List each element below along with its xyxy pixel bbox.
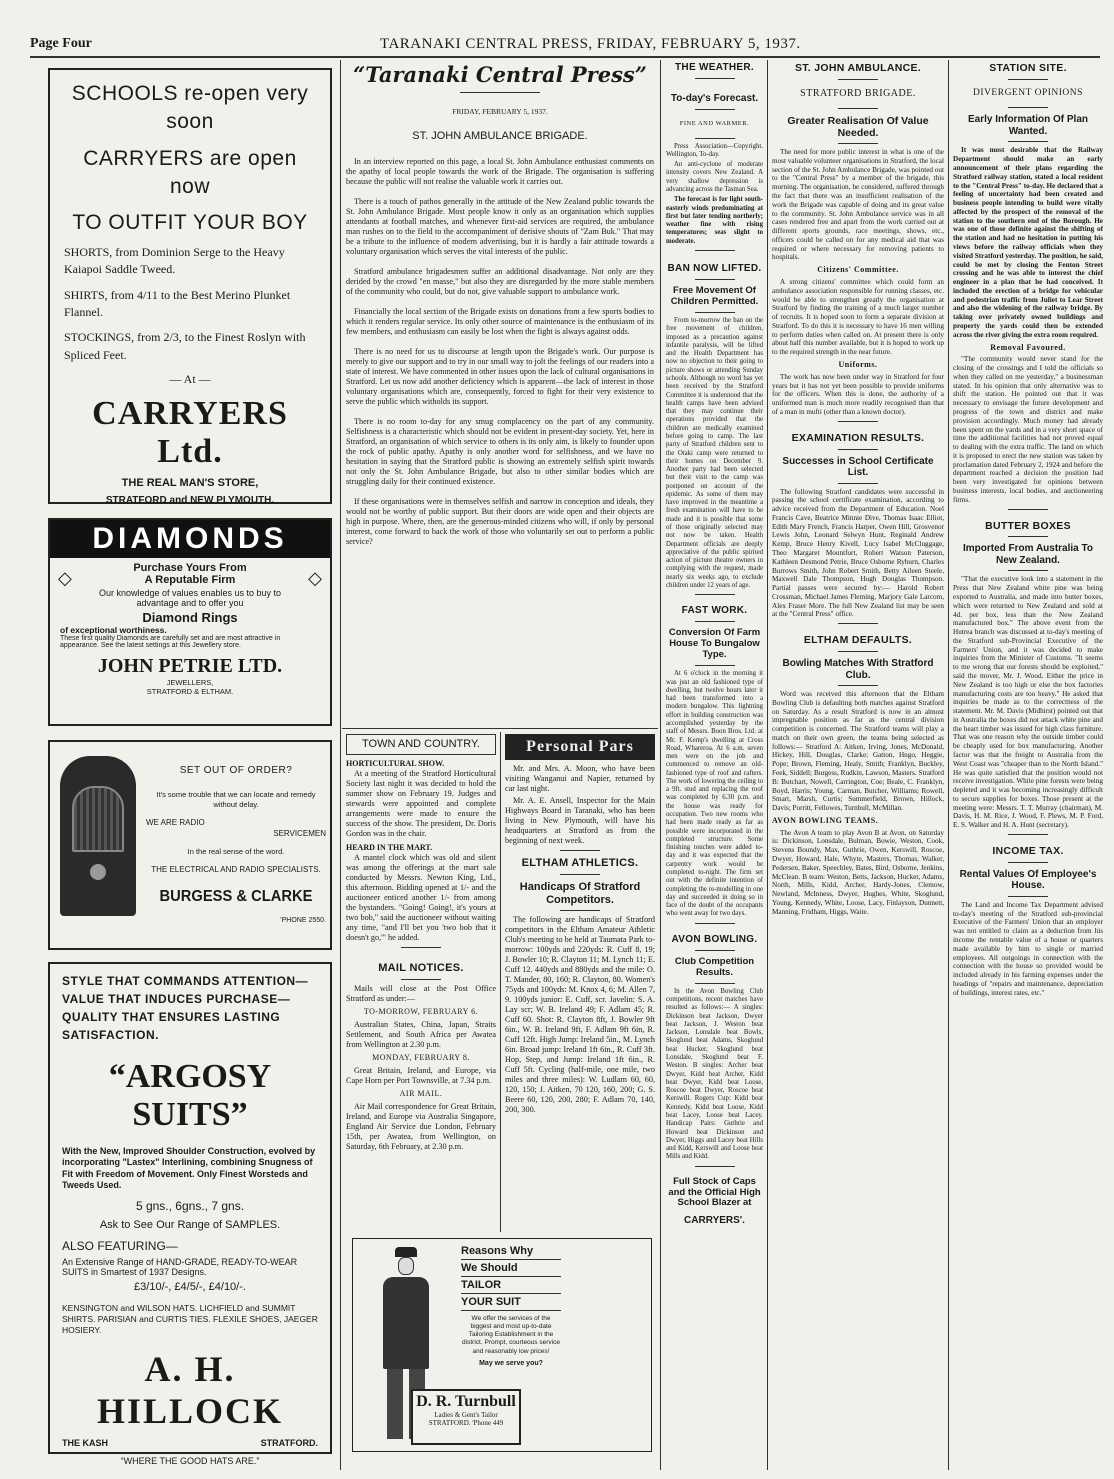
divider [838,685,878,686]
turnbull-firm: D. R. Turnbull [416,1393,516,1410]
carryers-small-firm: CARRYERS'. [684,1215,745,1227]
hillock-town: STRATFORD. [260,1438,318,1449]
hillock-slogan: “WHERE THE GOOD HATS ARE.” [120,1456,260,1467]
editorial-paragraph: Financially the local section of the Brigade exists on donations from a few sports bodies to which it renders regular service. Its only other source of maintenance is the enthusiasm of its few members, and enthusiasm can easily be lost when the fight is always against odds. [346,307,654,337]
radio-ad-phone: 'PHONE 2550. [280,916,326,924]
ad-towns: STRATFORD and NEW PLYMOUTH. [105,495,275,507]
diamonds-firm-sub1: JEWELLERS, [166,678,214,687]
turnbull-address [413,1419,519,1427]
hillock-firm: A. H. HILLOCK [96,1349,284,1432]
diamonds-sub2: A Reputable Firm [144,574,236,586]
argosy-samples: Ask to See Our Range of SAMPLES. [99,1219,281,1231]
st-john-subhead2: Citizens' Committee. [817,265,899,275]
burgess-clarke-advertisement [48,740,332,950]
personal-paragraph: Mr. and Mrs. A. Moon, who have been visiting Wanganui and Napier, returned by car last night. [505,763,655,793]
divider [695,594,735,595]
divider [838,79,878,80]
butter-subhead: Imported From Australia To New Zealand. [962,543,1093,566]
weather-paragraph: An anti-cyclone of moderate intensity covers New Zealand. A very shallow depression is advancing across the Tasman Sea. [666,161,763,194]
ad-item-list [64,244,316,364]
mail-paragraph: Australian States, China, Japan, Straits Settlement, and South Africa per Awatea from Wellington at 2.30 p.m. [346,1020,496,1050]
turnbull-nameplate [411,1389,521,1445]
editorial-heading: ST. JOHN AMBULANCE BRIGADE. [412,129,588,142]
avon-teams-body: The Avon A team to play Avon B at Avon, on Saturday is: Dickinson, Lonsdale, Bulman, Bowie, Weston, Cook, Stevens Boundy, Max, Guthrie, Owen, Kerswill, Roscoe, Dwyer, Howard, Hale, Whyte, Masters, Thomas, Walker, Pedersen, Baker, Speechley, Bates, Bird, Osborne, Jenkins, McClean. B team: Weston, Betts, Jackson, Hucker, Adams, North, Mills, Kidd, Archer, Hardy-Jones, Clemow, Newland, McInness, Dwyer, Hughes, White, Skoglund, Young, Kennedy, White, Loose, Lacy, Finlayson, Dunnett, Manning, Fridham, Higgs, Waite. [772,828,944,916]
turnbull-advertisement [352,1238,652,1452]
diamonds-worthiness: of exceptional worthiness. [60,625,167,635]
weather-paragraph: The forecast is for light south-easterly winds predominating at first but later tending northerly; weather fine with rising temperatures; seas slight to moderate. [666,196,763,245]
st-john-subcaps: STRATFORD BRIGADE. [800,87,916,99]
personal-paragraph: Mr. A. E. Ansell, Inspector for the Main Highways Board in Taranaki, who has been living in New Plymouth, will have his headquarters at Stratford as from the beginning of next week. [505,795,655,845]
argosy-also-prices: £3/10/-, £4/5/-, £4/10/-. [134,1281,246,1293]
ad-schools-line: SCHOOLS re-open very soon [71,82,309,134]
exam-body: The following Stratford candidates were successful in passing the school certificate examination, according to advice received from the Department of Education. Noel Francis Cave, Beatrice Minnie Dive, Thomas Isaac Elliot, Edith Mary French, Francis Harper, Owen Hill, Grosvenor Lewis John, Leonard Selwyn Hunt, Reginald Andrew Kemp, Bruce Henry Kivell, Lucy Isabel McCluggage, Theo Margaret Mountfort, Robert Watson Paterson, Kathleen Desmond Petrie, Bruce Osborne Ryburn, Charles Burrows Smith, John Robert Smith, Betty Aileen Steele, Maxwell Dale Thompson, Hugh Douglas Thompson. Partial passes were secured by:— Harold Robert Crossman, Michael James Fleming, Marjory Gale Larcom, Alex Fraser More. The full New Zealand list may be seen at the "Central Press" office. [772,487,944,619]
divider [695,950,735,951]
divider [1008,862,1048,863]
column-rule [340,60,341,1470]
station-subcaps: DIVERGENT OPINIONS [973,87,1083,98]
income-tax-subhead: Rental Values Of Employee's House. [959,868,1097,892]
ban-body: From to-morrow the ban on the free movement of children, imposed as a precaution against infantile paralysis, will be lifted and the Health Department has now no objection to their going to picture shows or attending Sunday schools. Although no word has yet been received by the Stratford Committee it is understood that the health camps have been advised that they may continue their operations provided that the children are medically examined before going to camp. The last party of Stratford children sent to the Otaki camp were returned to their homes on December 9. Another party had been selected but their visit to the camp was postponed on account of the epidemic. As some of them may have improved in the meantime a fresh examination will have to be made and it is possible that some of those originally selected may not now be taken. Health Department officials are deeply appreciative of the public spirited action of picture theatre owners in complying with the request, made nearly six weeks ago, to exclude children under 12 years of age. [666,317,763,590]
editorial-paragraph: Stratford ambulance brigadesmen suffer an additional disadvantage. Not only are they derided by the crowd "en masse," but also they are disregarded by the more stable members of the community who could, but do not, give valuable support to ambulance work. [346,267,654,297]
income-tax-body: The Land and Income Tax Department advised to-day's meeting of the Stratford sub-provincial Executive of the Farmers' Union that an employer was not entitled to claim as a deduction from his income the rentable value of a house or quarters made available by him to single or married employees. All outgoings in connection with the connection with the house so provided would be included already in his farming expenses under the headings of "repairs and maintenance, depreciation of buildings, interest rates, etc." [953,900,1103,997]
masthead-rule [30,56,1100,58]
carryers-small-text: Full Stock of Caps and the Official High School Blazer at [668,1175,761,1209]
news-column-4 [772,62,944,1462]
divider [695,665,735,666]
diamonds-banner: DIAMONDS [50,520,330,558]
radio-ad-body: It's some trouble that we can locate and remedy without delay. [156,789,316,809]
ad-tagline: THE REAL MAN'S STORE, [121,477,259,490]
weather-heading: THE WEATHER. [675,62,754,73]
divider [838,421,878,422]
town-country-subhead: HORTICULTURAL SHOW. [346,759,445,769]
news-column-3 [666,62,763,1462]
eltham-athletics-body: The following are handicaps of Stratford competitors in the Eltham Amateur Athletic Club's meeting to be held at Taumata Park to-morrow: 100yds and 220yds: R. Cuff 8, 19; J. Bowler 10; R. Clayton 11; M. Lynch 11; E. Cuff 12. 440yds and 880yds and the mile: O. T. Mander, 80, 160; R. Clayton, 80. Women's 75yds and 100yds: M. Knox 4, 6; M. Allen 7, 9. 100yds junior: E. Cuff, scr. Javelin: S. A. Lay scr; W. B. Ireland 49; F. Adlam 45; R. Cuff 60. Shot: R. Clayton 8ft, J. Bowler 9ft 6in., W. B. Ireland 9ft, F. Adlam 9ft 6in, R. Cuff 12ft. High Jump: Ireland 5in., M. Lynch 6in. Broad jump: Ireland 1ft 6in., R. Cuff 3ft. Hop, Step, and Jump: Ireland 1ft 6in., R. Cuff 5ft. Cycling (half-mile, one mile, two miles and three miles): W. Ludlam 60, 60, 120, 150; J. Aitken, 70 120, 160, 200; G. S. Beere 60, 120, 200, 280; F. Adlam 70, 140, 200, 300. [505,915,655,1115]
ad-firm-name: CARRYERS Ltd. [92,395,288,471]
avon-teams-subhead: AVON BOWLING TEAMS. [772,815,879,825]
masthead: TARANAKI CENTRAL PRESS, FRIDAY, FEBRUARY 5, 1937. [380,36,801,52]
divider [1008,79,1048,80]
fast-work-heading: FAST WORK. [681,605,748,617]
turnbull-town: STRATFORD. [428,1419,471,1427]
mail-paragraph: Mails will close at the Post Office Stratford as under:— [346,984,496,1004]
divider [695,1166,735,1167]
divider [1008,141,1048,142]
news-column-5 [953,62,1103,1462]
argosy-also: ALSO FEATURING— [62,1239,178,1253]
divider [1008,509,1048,510]
ban-heading: BAN NOW LIFTED. [667,262,762,274]
st-john-subhead: Greater Realisation Of Value Needed. [787,114,929,140]
radio-set-icon [60,756,136,916]
page-number: Page Four [30,36,92,51]
divider [695,983,735,984]
personal-pars-heading: Personal Pars [505,734,655,760]
radio-ad-headline: SET OUT OF ORDER? [179,765,293,776]
divider [1008,107,1048,108]
column-rule [660,60,661,1470]
mail-subhead: MONDAY, FEBRUARY 8. [372,1053,470,1063]
eltham-athletics-heading: ELTHAM ATHLETICS. [521,856,639,869]
fast-work-subhead: Conversion Of Farm House To Bungalow Type. [668,627,761,661]
diamonds-firm-sub2: STRATFORD & ELTHAM. [146,687,234,696]
radio-ad-line: SERVICEMEN [273,828,326,838]
column-rule [767,60,768,1470]
town-country-subhead: HEARD IN THE MART. [346,843,433,853]
personal-column [505,734,655,1244]
ad-item: SHORTS, from Dominion Serge to the Heavy Kaiapoi Saddle Tweed. [64,244,285,277]
divider [695,923,735,924]
fast-work-body: At 6 o'clock in the morning it was just an old fashioned type of dwelling, but twelve hours later it had been transformed into a modern bungalow. This lightning effort in building construction was accomplished yesterday by the staff of Messrs. Boon Bros. Ltd. at Mr. F. Kemp's dwelling at Cross Road, Whareroa. At 6 a.m. seven men were on the job and commenced to remove an old-fashioned type of roof and rafters. The work of lowering the ceiling to a 9ft. stud and replacing the roof was completed by 6.30 p.m. and the house was ready for occupation. Two new rooms who had been made ready as far as possible were incorporated in the completed structure. Some finishing touches were added to-day and it was expected that the carpentry work would be completed to-night. The firm set out with the definite intention of completing the re-modelling in one day and succeeded in doing so in face of the doubt of the occupants who went away for two days. [666,670,763,918]
mail-paragraph: Air Mail correspondence for Great Britain, Ireland, and Europe via Australia Singapore, England Air Service due London, February 15th, per Awatea, from Wellington, on Saturday, 6th February, at 2.30 p.m. [346,1101,496,1151]
turnbull-firm-sub: Ladies & Gent's Tailor [434,1411,498,1419]
divider [695,621,735,622]
mail-subhead: TO-MORROW, FEBRUARY 6. [363,1007,479,1017]
divider [695,78,735,79]
station-subhead: Early Information Of Plan Wanted. [967,114,1089,137]
st-john-body: A strong citizens' committee which could form an ambulance association responsible for running classes, etc. would be able to strengthen greatly the organisation at Stratford by finding the training of a much larger number of recruits. It is hoped soon to form a separate division at Stratford. To do this it is necessary to have 16 men willing to perform duties when called on. At present there is only about half this number available, but it is hoped to work up to the required strength in the near future. [772,278,944,357]
turnbull-line: YOUR SUIT [461,1294,561,1311]
diamond-gem-icon: ◇ [58,568,72,588]
divider [401,979,441,980]
argosy-brand: “ARGOSY SUITS” [108,1058,272,1133]
divider [1008,896,1048,897]
divider [460,92,540,93]
station-heading: STATION SITE. [989,62,1067,74]
avon-bowling-heading: AVON BOWLING. [671,933,758,945]
editorial-paragraph: In an interview reported on this page, a local St. John Ambulance enthusiast comments on the apathy of local people towards the work of the Brigade. The organisation is suffering because the public will not realise the valuable work it carries out. [346,157,654,187]
divider [1008,570,1048,571]
editorial-paragraph: There is a touch of pathos generally in the attitude of the New Zealand public towards the St. John Ambulance Brigade. Most people know it only as an organisation which supplies attendants at football matches, and whenever first-aid services are required, the ambulance man rushes on to the field to the accompaniment of derisive shouts of "Zam Buk." That may be a tribute to the influence of modern advertising, but it is hardly a fair attitude towards a voluntary organisation which serves the vital interests of the public. [346,197,654,257]
weather-subhead: To-day's Forecast. [670,93,759,105]
diamonds-advertisement [48,518,332,726]
station-body: "The community would never stand for the closing of the crossings and I told the officials so when they called on me yesterday," a businessman stated. In his opinion that only alternative was to shift the station. He pointed out that it was necessary to envisage the future development and progress of the town and district and make provision accordingly. Much money had already been spent on the yards and in a very short space of time the additional facilities had not proved equal to dealing with the extra traffic. The land on which it is proposed to erect the new station was taken by proclamation dated February 2, 1924 and before the department reached a decision the position had been very investigated for opinions between business interests, local bodies, and auctioneering firms. [953,355,1103,504]
st-john-subhead3: Uniforms. [838,360,878,370]
eltham-defaults-subhead: Bowling Matches With Stratford Club. [782,658,934,681]
divider [1008,834,1048,835]
divider [1008,536,1048,537]
radio-ad-line: THE ELECTRICAL AND RADIO SPECIALISTS. [151,865,321,875]
argosy-also-desc: An Extensive Range of HAND-GRADE, READY-TO-WEAR SUITS in Smartest of 1937 Designs. [62,1257,298,1277]
divider [560,874,600,875]
divider [695,138,735,139]
st-john-heading: ST. JOHN AMBULANCE. [794,62,922,74]
ad-item: STOCKINGS, from 2/3, to the Finest Roslyn with Spliced Feet. [64,330,306,362]
town-country-paragraph: At a meeting of the Stratford Horticultural Society last night it was decided to hold the summer show on February 19. Judges and stewards were appointed and complete arrangements were made to ensure the success of the show. The president, Dr. Doris Gordon was in the chair. [346,769,496,839]
hillock-shop: THE KASH [62,1438,109,1449]
diamonds-body: Our knowledge of values enables us to buy to advantage and to offer you [98,588,282,608]
income-tax-heading: INCOME TAX. [992,845,1064,858]
butter-heading: BUTTER BOXES [985,519,1071,532]
radio-ad-firm: BURGESS & CLARKE [159,888,313,906]
argosy-description: With the New, Improved Shoulder Construction, evolved by incorporating "Lastex" Interlining, combining Snugness of Fit with Freedom of Movement. Only Finest Worsteds and Tweeds Used. [62,1146,316,1190]
argosy-brands: KENSINGTON and WILSON HATS. LICHFIELD and SUMMIT SHIRTS. PARISIAN and CURTIS TIES. FLEXILE SHOES, JAEGER HOSIERY. [62,1303,318,1336]
ad-outfit-line: TO OUTFIT YOUR BOY [72,211,308,235]
turnbull-phone: 'Phone 449 [472,1419,504,1427]
argosy-line: STYLE THAT COMMANDS ATTENTION— [62,974,309,988]
ad-at-line: — At — [169,372,211,387]
argosy-hillock-advertisement [48,962,332,1467]
ad-item: SHIRTS, from 4/11 to the Best Merino Plunket Flannel. [64,287,291,319]
turnbull-line: Reasons Why [461,1243,561,1260]
editorial-title: “Taranaki Central Press” [353,62,647,87]
column-rule [500,732,501,1232]
weather-caps: FINE AND WARMER. [679,119,750,127]
divider [838,623,878,624]
eltham-defaults-body: Word was received this afternoon that the Eltham Bowling Club is defaulting both matches against Stratford on Saturday. As a result Stratford is now in an almost impregnable position as far as the central division competition is concerned. The Stratford teams will play a match on their own green, the teams being selected as follows:— Stratford A: Aitken, Irving, Jones, McDonald, Hickey, Hill, Douglas, Clarke; Gatton, Hugo, Heggie, Pope; Brown, Fleming, Healy, Smith; Franklyn, Buckley, Feek, Siddell; Burgess, Rudkin, Lawson, Masters. Stratford B: Butchart, Nowell, Carrington, Coe; Beale, C. Franklyn, Boyd, Harris; Young, Carman, Butcher, Williams; Rowell, Smart, Marsh, Curtis; Summerfield, Brown, Hillock, Davis; Porritt, Fellowes, Turnbull, McMillan. [772,690,944,813]
divider [560,910,600,911]
column-rule [948,60,949,1470]
butter-body: "That the executive look into a statement in the Press that New Zealand white pine was being exported to Australia, and made into butter boxes, which were returned to New Zealand and sold at 4d. per box, less than the New Zealand manufactured box." The above event from the Hutrea branch was discussed at to-day's meeting of the Stratford sub-Provincial Executive of the Farmers' Union, and it was decided to make inquiries from the Minister of Customs. "It seems to me wrong that our forests should be exploited," said the mover, Mr. J. Wood. Either the price in New Zealand is too high or else the box factories manufacturing costs are too heavy." He asked that inquiries be made as to the correctness of the statement. Mr. M. Davis (Midhirst) pointed out that in Australia the boxes did not attack white pine and the heart timber was issued for high class furniture. That was one reason why the outside timber could be cheaply used for box manufacturing. Another factor was that the freight to Australia from the West Coast was "cheaper than to the North Island." He was quite satisfied that the position would not receive investigation. White pine forests were being depleted and it was becoming increasingly difficult to secure supplies for boxes. Those present at the meeting were: Messrs. T. T. Murray (chairman), M. Davis, H. M. Rice, J. Wood, F. Plews, M. P. Ford, E. S. Walker and H. A. Hunt (secretary). [953,575,1103,830]
argosy-line: QUALITY THAT ENSURES LASTING SATISFACTION. [62,1010,281,1042]
divider [695,279,735,280]
avon-bowling-body: In the Avon Bowling Club competitions, recent matches have resulted as follows:— A singles: Dickinson beat Jackson, Dwyer beat Jackson, J. Weston beat Jackson, Lonsdale beat Bowls, Skoglund beat Adams, Skoglund beat Hucker, Skoglund beat Lonsdale, Skoglund beat F. Weston. B singles: Archer beat Dwyer, Kidd beat Archer, Kidd beat Dwyer, Kidd beat Loose, Roscoe beat Dwyer, Roscoe beat Kerswill. Rogers Cup: Kidd beat Kennedy, Kidd beat Loose, Kidd beat Lacey, Loose beat Lacey. Handicap Pairs: Guthrie and Howard beat Dickinson and Dwyer, Higgs and Lacey beat Hills and Kidd, Kerswill and Loose beat Mills and Kidd. [666,987,763,1161]
editorial-paragraph: If these organisations were in themselves selfish and narrow in conception and ideals, they would not be worthy of public support. But their doors are wide open and their objects are high in purpose. Where, then, are the generous-minded citizens who will, if only by personal interest, come forward to back the work of those who voluntarily set out to perform a public service? [346,497,654,547]
editorial-paragraph: There is no room to-day for any smug complacency on the part of any community. Selfishness is a characteristic which should not be evident in present-day society. Yet, here in Stratford, an organisation of which service to others is its only aim, is likely to founder upon the rock of public apathy. Apathy is only another word for selfishness, and we have no hesitation in saying that the Stratford public is showing an extremely selfish spirit towards not only the St. John Ambulance Brigade, but also to other similar bodies which are struggling daily for their continued existence. [346,417,654,487]
ban-subhead: Free Movement Of Children Permitted. [670,285,759,308]
diamonds-settings: These first quality Diamonds are carefully set and are most attractive in appearance. See the latest settings at this Jewellery store. [60,635,281,649]
st-john-body: The work has now been under way in Stratford for four years but it has not yet been possible to provide uniforms for the officers. When this is done, the authority of a uniformed man is much more readily recognised than that of a man in mufti (other than a known doctor). [772,372,944,416]
divider [401,947,441,948]
divider [838,651,878,652]
divider [695,109,735,110]
exam-heading: EXAMINATION RESULTS. [791,431,925,444]
mail-heading: MAIL NOTICES. [378,961,464,974]
divider [838,483,878,484]
divider [560,850,600,851]
eltham-athletics-subhead: Handicaps Of Stratford Competitors. [519,880,641,906]
station-body: It was most desirable that the Railway Department should make an early announcement of their plans regarding the Stratford railway station, stated a local resident to the "Central Press" to-day. He declared that a feeling of uncertainty had been created and business people intending to build were vitally affected by the prospect of the removal of the station to the southern end of the Borough. He was one of those definite against the shifting of the station and had no hesitation in putting his views before the railway officials when they visited Stratford yesterday. The position, he said, could be met by closing the Fenton Street crossing and he was able to interest the chief engineer in a plan that he had conceived. It included the erection of a bridge for vehicular and pedestrian traffic from Juliet to Lear Street and also the widening of the railway bridge. By taking over privately owned buildings and property the yards could then be extended across the river giving the extra room required. [953,146,1103,339]
editorial-column [346,62,654,642]
st-john-body: The need for more public interest in what is one of the most valuable volunteer organisations in Stratford, the local section of the St. John Ambulance Brigade, was pointed out to the "Central Press" by a member of the brigade, this morning. The organisation, he considered, suffered through the fact that there was an insufficient realisation of the work the Brigade was capable of doing and its great value to the community. St. John Ambulance service was in all cases rendered free and apart from the work carried out at different sports grounds, race meetings, shows, etc., officers could be called on for any medical aid that was required or where necessary for removing patients to hospitals. [772,148,944,262]
mail-subhead: AIR MAIL. [399,1088,443,1098]
divider [695,250,735,251]
station-subhead2: Removal Favoured. [990,342,1066,352]
divider [838,108,878,109]
avon-bowling-subhead: Club Competition Results. [674,955,755,978]
divider [838,143,878,144]
radio-ad-line: WE ARE RADIO [146,817,205,827]
diamonds-rings: Diamond Rings [142,610,238,625]
argosy-prices: 5 gns., 6gns., 7 gns. [135,1199,245,1213]
divider [838,449,878,450]
turnbull-ask: May we serve you? [479,1359,543,1367]
turnbull-line: TAILOR [461,1277,561,1294]
diamonds-sub1: Purchase Yours From [133,562,247,574]
argosy-line: VALUE THAT INDUCES PURCHASE— [62,992,291,1006]
mail-paragraph: Great Britain, Ireland, and Europe, via Cape Horn per Port Townsville, at 7.34 p.m. [346,1065,496,1085]
diamonds-firm: JOHN PETRIE LTD. [97,655,283,677]
turnbull-line: We Should [461,1260,561,1277]
editorial-date: FRIDAY, FEBRUARY 5, 1937. [452,106,548,116]
carryers-advertisement [48,68,332,507]
town-country-heading: TOWN AND COUNTRY. [346,734,496,755]
section-rule [342,728,658,729]
exam-subhead: Successes in School Certificate List. [782,455,934,478]
ad-carryers-open-line: CARRYERS are open now [83,146,297,199]
diamond-gem-icon: ◇ [308,568,322,588]
turnbull-body: We offer the services of the biggest and most up-to-date Tailoring Establishment in the district. Prompt, courteous service and reasonably low prices! [462,1315,560,1355]
weather-byline: Press Association—Copyright. Wellington, To-day. [666,142,763,158]
town-country-paragraph: A mantel clock which was old and silent was among the offerings at the mart sale conducted by Messrs. Newton King, Ltd., this afternoon. Bidding opened at 1/- and the auctioneer enticed another 1/- from among the bystanders. "Going! Going!, it's yours at two bob," said the auctioneer without waiting any time, "and I'll bet you 'two bob that it doesn't go,'" he added. [346,852,496,942]
radio-ad-line: In the real sense of the word. [187,847,285,857]
eltham-defaults-heading: ELTHAM DEFAULTS. [803,634,913,647]
divider [695,312,735,313]
editorial-paragraph: There is no need for us to discourse at length upon the Brigade's work. Our purpose is merely to give our support and to try in our small way to jolt the feelings of our readers into a state of interest. We have commented in other issues upon the lack of cultural organisations in Stratford. Let us now add another deficiency which is apparent—the lack of interest in those voluntary organisations which are, consequently, forced to fight for their very existence to serve the public which witholds its support. [346,347,654,407]
